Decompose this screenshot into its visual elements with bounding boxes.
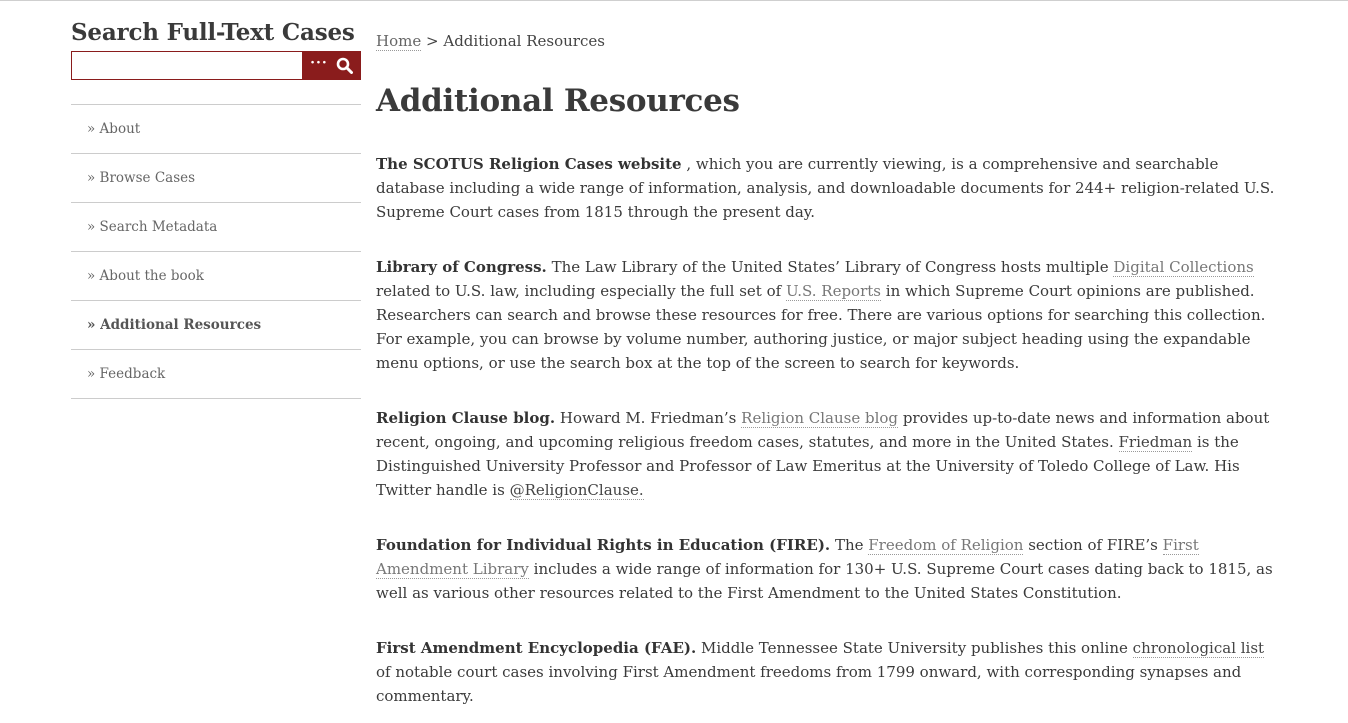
sidebar-item-feedback[interactable]: » Feedback [71,350,361,399]
search-icon[interactable] [336,57,353,74]
page-title: Additional Resources [376,83,740,119]
entry-text: in which Supreme Court opinions are published. Researchers can search and browse these resources for free. There are various options for searching this collection. For example, you can browse by volume number, authoring justice, or major subject heading using the expandable menu options, or use the search box at the top of the screen to search for keywords. [376,282,1266,372]
entry-fire [376,533,1276,605]
search-title: Search Full-Text Cases [71,19,355,46]
entry-title: Foundation for Individual Rights in Education (FIRE). [376,536,831,554]
search-form [71,51,361,80]
entry-first-amendment-encyclopedia [376,636,1276,708]
friedman-link[interactable]: Friedman [1118,433,1193,451]
entry-title: Library of Congress. [376,258,547,276]
breadcrumb-current: Additional Resources [443,32,605,50]
entry-text: of notable court cases involving First Amendment freedoms from 1799 onward, with corresponding synapses and commentary. [376,663,1242,705]
sidebar [71,1,361,399]
search-options-icon[interactable]: ··· [310,54,328,71]
entry-text: section of FIRE’s [1028,536,1158,554]
entry-title: Religion Clause blog. [376,409,556,427]
entry-text: Middle Tennessee State University publishes this online [701,639,1128,657]
first-amendment-library-link[interactable]: First Amendment Library [376,536,1199,578]
digital-collections-link[interactable]: Digital Collections [1113,258,1254,276]
breadcrumb-home-link[interactable]: Home [376,32,422,50]
us-reports-link[interactable]: U.S. Reports [785,282,881,300]
main-content [376,1,1276,723]
entry-text: Howard M. Friedman’s [559,409,737,427]
sidebar-nav [71,104,361,399]
religion-clause-blog-link[interactable]: Religion Clause blog [741,409,899,427]
entry-text: , which you are currently viewing, is a comprehensive and searchable database including a wide range of information, analysis, and downloadable documents for 244+ religion-related U.S. Supreme Court cases from 1815 through the present day. [376,155,1275,221]
entry-title: The SCOTUS Religion Cases website [376,155,682,173]
sidebar-item-browse-cases[interactable]: » Browse Cases [71,154,361,203]
freedom-of-religion-link[interactable]: Freedom of Religion [868,536,1024,554]
entry-scotus [376,152,1276,224]
twitter-handle-link[interactable]: @ReligionClause. [509,481,644,499]
sidebar-item-about-the-book[interactable]: » About the book [71,252,361,301]
entry-library-of-congress [376,255,1276,375]
sidebar-item-search-metadata[interactable]: » Search Metadata [71,203,361,252]
entry-text: related to U.S. law, including especially the full set of [376,282,782,300]
entry-text: The Law Library of the United States’ Library of Congress hosts multiple [551,258,1109,276]
entry-text: is the Distinguished University Professor and Professor of Law Emeritus at the University of Toledo College of Law. His Twitter handle is [376,433,1240,499]
entry-title: First Amendment Encyclopedia (FAE). [376,639,697,657]
chronological-list-link[interactable]: chronological list [1132,639,1265,657]
entry-text: includes a wide range of information for 130+ U.S. Supreme Court cases dating back to 1815, as well as various other resources related to the First Amendment to the United States Constitution. [376,560,1273,602]
breadcrumb [376,31,1276,51]
breadcrumb-separator: > [426,32,439,50]
search-button[interactable] [302,51,361,80]
search-input[interactable] [71,51,302,80]
entry-text: The [834,536,864,554]
sidebar-item-additional-resources[interactable]: » Additional Resources [71,301,361,350]
entry-text: provides up-to-date news and information about recent, ongoing, and upcoming religious freedom cases, statutes, and more in the United States. [376,409,1270,451]
entry-religion-clause-blog [376,406,1276,502]
sidebar-item-about[interactable]: » About [71,105,361,154]
